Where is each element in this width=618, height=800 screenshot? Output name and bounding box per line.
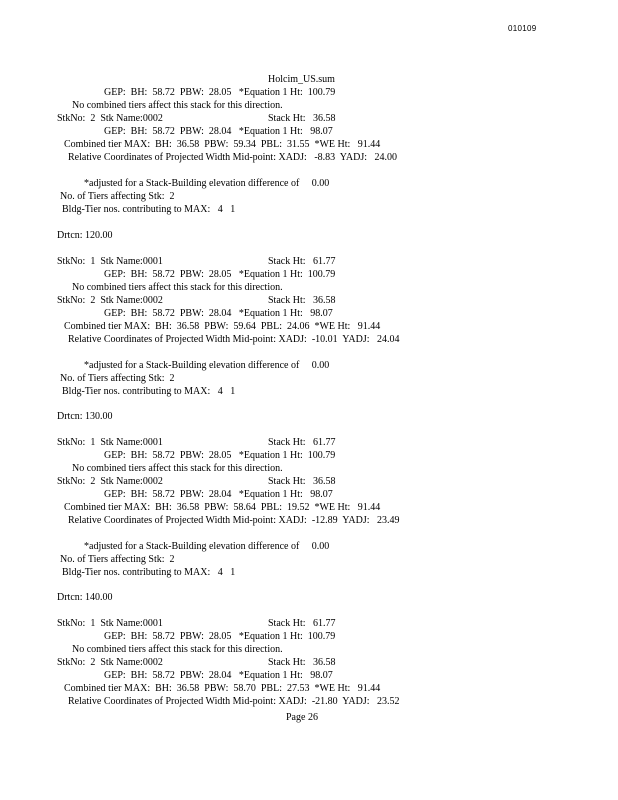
direction-heading: Drtcn: 130.00	[57, 411, 113, 422]
page-number: Page 26	[286, 712, 318, 723]
stack-id-line: StkNo: 1 Stk Name:0001	[57, 437, 163, 448]
elevation-difference-line: *adjusted for a Stack-Building elevation difference of 0.00	[84, 360, 330, 371]
direction-heading: Drtcn: 120.00	[57, 230, 113, 241]
gep-line: GEP: BH: 58.72 PBW: 28.05 *Equation 1 Ht: 100.79	[104, 269, 336, 280]
stack-height-line: Stack Ht: 36.58	[268, 113, 336, 124]
tiers-affecting-line: No. of Tiers affecting Stk: 2	[60, 191, 175, 202]
stack-id-line: StkNo: 2 Stk Name:0002	[57, 295, 163, 306]
tiers-affecting-line: No. of Tiers affecting Stk: 2	[60, 373, 175, 384]
elevation-difference-line: *adjusted for a Stack-Building elevation difference of 0.00	[84, 178, 330, 189]
no-combined-tiers-line: No combined tiers affect this stack for this direction.	[72, 282, 283, 293]
bldg-tier-nos-line: Bldg-Tier nos. contributing to MAX: 4 1	[62, 567, 236, 578]
file-title: Holcim_US.sum	[268, 74, 335, 85]
no-combined-tiers-line: No combined tiers affect this stack for this direction.	[72, 463, 283, 474]
bldg-tier-nos-line: Bldg-Tier nos. contributing to MAX: 4 1	[62, 386, 236, 397]
document-id: 010109	[508, 24, 537, 33]
bldg-tier-nos-line: Bldg-Tier nos. contributing to MAX: 4 1	[62, 204, 236, 215]
combined-tier-max-line: Combined tier MAX: BH: 36.58 PBW: 58.70 PBL: 27.53 *WE Ht: 91.44	[64, 683, 381, 694]
relative-coordinates-line: Relative Coordinates of Projected Width Mid-point: XADJ: -8.83 YADJ: 24.00	[68, 152, 398, 163]
no-combined-tiers-line: No combined tiers affect this stack for this direction.	[72, 644, 283, 655]
gep-line: GEP: BH: 58.72 PBW: 28.05 *Equation 1 Ht: 100.79	[104, 631, 336, 642]
gep-line: GEP: BH: 58.72 PBW: 28.04 *Equation 1 Ht: 98.07	[104, 126, 333, 137]
stack-height-line: Stack Ht: 36.58	[268, 295, 336, 306]
no-combined-tiers-line: No combined tiers affect this stack for this direction.	[72, 100, 283, 111]
stack-id-line: StkNo: 2 Stk Name:0002	[57, 113, 163, 124]
stack-height-line: Stack Ht: 61.77	[268, 437, 336, 448]
gep-line: GEP: BH: 58.72 PBW: 28.05 *Equation 1 Ht: 100.79	[104, 450, 336, 461]
stack-height-line: Stack Ht: 36.58	[268, 476, 336, 487]
stack-id-line: StkNo: 1 Stk Name:0001	[57, 618, 163, 629]
direction-heading: Drtcn: 140.00	[57, 592, 113, 603]
gep-line: GEP: BH: 58.72 PBW: 28.04 *Equation 1 Ht: 98.07	[104, 308, 333, 319]
combined-tier-max-line: Combined tier MAX: BH: 36.58 PBW: 59.64 PBL: 24.06 *WE Ht: 91.44	[64, 321, 381, 332]
stack-height-line: Stack Ht: 61.77	[268, 618, 336, 629]
relative-coordinates-line: Relative Coordinates of Projected Width Mid-point: XADJ: -21.80 YADJ: 23.52	[68, 696, 400, 707]
gep-line: GEP: BH: 58.72 PBW: 28.05 *Equation 1 Ht: 100.79	[104, 87, 336, 98]
relative-coordinates-line: Relative Coordinates of Projected Width Mid-point: XADJ: -12.89 YADJ: 23.49	[68, 515, 400, 526]
elevation-difference-line: *adjusted for a Stack-Building elevation difference of 0.00	[84, 541, 330, 552]
combined-tier-max-line: Combined tier MAX: BH: 36.58 PBW: 58.64 PBL: 19.52 *WE Ht: 91.44	[64, 502, 381, 513]
stack-height-line: Stack Ht: 36.58	[268, 657, 336, 668]
stack-id-line: StkNo: 1 Stk Name:0001	[57, 256, 163, 267]
gep-line: GEP: BH: 58.72 PBW: 28.04 *Equation 1 Ht: 98.07	[104, 670, 333, 681]
tiers-affecting-line: No. of Tiers affecting Stk: 2	[60, 554, 175, 565]
gep-line: GEP: BH: 58.72 PBW: 28.04 *Equation 1 Ht: 98.07	[104, 489, 333, 500]
relative-coordinates-line: Relative Coordinates of Projected Width Mid-point: XADJ: -10.01 YADJ: 24.04	[68, 334, 400, 345]
stack-height-line: Stack Ht: 61.77	[268, 256, 336, 267]
stack-id-line: StkNo: 2 Stk Name:0002	[57, 476, 163, 487]
combined-tier-max-line: Combined tier MAX: BH: 36.58 PBW: 59.34 PBL: 31.55 *WE Ht: 91.44	[64, 139, 381, 150]
stack-id-line: StkNo: 2 Stk Name:0002	[57, 657, 163, 668]
